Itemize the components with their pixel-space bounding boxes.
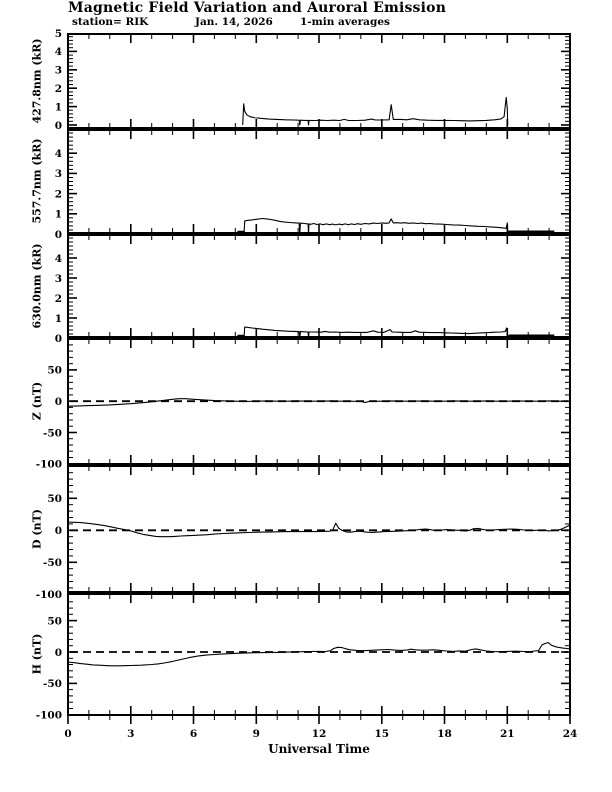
svg-text:0: 0 xyxy=(54,525,62,538)
svg-text:0: 0 xyxy=(54,332,62,345)
svg-text:3: 3 xyxy=(54,64,62,77)
y-axis-label-5577nm: 557.7nm (kR) xyxy=(30,138,44,224)
svg-text:-50: -50 xyxy=(43,678,62,691)
svg-text:18: 18 xyxy=(437,728,452,740)
y-axis-label-6300nm: 630.0nm (kR) xyxy=(30,243,44,329)
svg-text:Universal Time: Universal Time xyxy=(268,742,370,756)
y-axis-label-h: H (nT) xyxy=(30,633,44,675)
panel-6300nm-plot xyxy=(0,234,612,345)
svg-text:0: 0 xyxy=(54,228,62,241)
svg-text:3: 3 xyxy=(54,272,62,285)
y-axis-label-z: Z (nT) xyxy=(30,381,44,421)
svg-text:15: 15 xyxy=(374,728,390,740)
svg-text:4: 4 xyxy=(54,46,62,59)
svg-text:2: 2 xyxy=(54,83,62,95)
averaging-label: 1-min averages xyxy=(300,16,390,28)
svg-text:24: 24 xyxy=(562,728,578,740)
svg-text:3: 3 xyxy=(127,728,135,740)
svg-text:0: 0 xyxy=(54,396,62,408)
page-title: Magnetic Field Variation and Auroral Emission xyxy=(68,0,447,16)
svg-text:0: 0 xyxy=(64,728,72,740)
svg-text:4: 4 xyxy=(54,252,62,265)
svg-text:2: 2 xyxy=(54,188,62,201)
svg-text:50: 50 xyxy=(47,615,62,628)
svg-text:3: 3 xyxy=(54,168,62,181)
svg-text:21: 21 xyxy=(499,728,515,740)
svg-text:0: 0 xyxy=(54,119,62,132)
svg-text:6: 6 xyxy=(189,728,198,740)
svg-text:0: 0 xyxy=(54,646,62,659)
svg-text:5: 5 xyxy=(54,27,62,40)
svg-text:1: 1 xyxy=(54,101,62,114)
panel-h-plot xyxy=(0,593,612,768)
svg-text:1: 1 xyxy=(54,208,62,221)
svg-text:50: 50 xyxy=(47,493,62,506)
svg-text:4: 4 xyxy=(54,148,62,160)
y-axis-label-4278nm: 427.8nm (kR) xyxy=(30,38,44,124)
svg-text:1: 1 xyxy=(54,312,62,325)
panel-5577nm-plot xyxy=(0,129,612,241)
svg-text:2: 2 xyxy=(54,292,62,305)
y-axis-label-d: D (nT) xyxy=(30,509,44,549)
station-label: station= RIK xyxy=(72,16,149,28)
svg-text:-100: -100 xyxy=(35,589,62,602)
svg-text:-100: -100 xyxy=(35,458,62,471)
svg-text:12: 12 xyxy=(311,728,327,740)
panel-d-plot xyxy=(0,465,612,602)
svg-text:-100: -100 xyxy=(35,709,62,722)
svg-text:-50: -50 xyxy=(43,557,62,570)
panel-4278nm-plot xyxy=(0,27,612,132)
svg-text:-50: -50 xyxy=(43,427,62,440)
date-label: Jan. 14, 2026 xyxy=(195,16,273,28)
svg-text:9: 9 xyxy=(252,728,260,740)
svg-text:50: 50 xyxy=(47,364,62,377)
panel-z-plot xyxy=(0,338,612,471)
